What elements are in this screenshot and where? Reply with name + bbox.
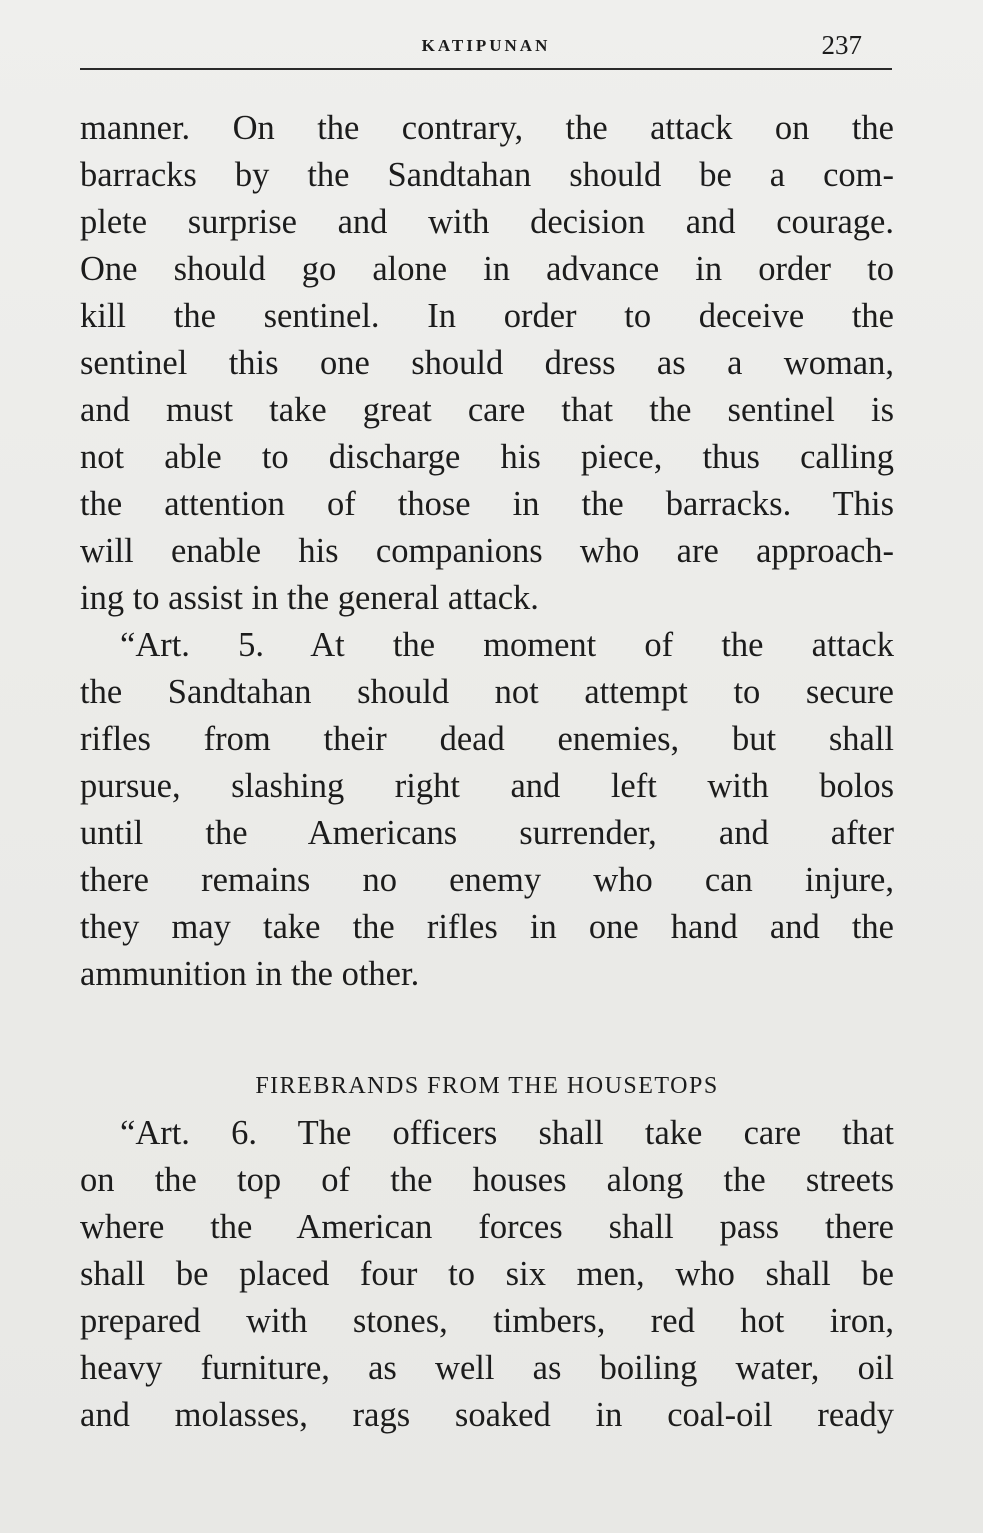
page-header (80, 28, 892, 72)
text-line: “Art. 5. At the moment of the attack (120, 626, 894, 664)
text-line: barracks by the Sandtahan should be a com- (80, 156, 894, 194)
text-line: prepared with stones, timbers, red hot iron, (80, 1302, 894, 1340)
text-line: rifles from their dead enemies, but shall (80, 720, 894, 758)
text-line: where the American forces shall pass there (80, 1208, 894, 1246)
text-line: pursue, slashing right and left with bolos (80, 767, 894, 805)
text-line: will enable his companions who are approach- (80, 532, 894, 570)
text-line: there remains no enemy who can injure, (80, 861, 894, 899)
text-line: ing to assist in the general attack. (80, 579, 539, 617)
text-line: heavy furniture, as well as boiling water, oil (80, 1349, 894, 1387)
text-line: ammunition in the other. (80, 955, 420, 993)
paragraph-3 (80, 1110, 894, 1439)
text-line: until the Americans surrender, and after (80, 814, 894, 852)
text-line: on the top of the houses along the streets (80, 1161, 894, 1199)
section-heading: FIREBRANDS FROM THE HOUSETOPS (255, 1073, 719, 1099)
header-rule (80, 68, 892, 70)
text-line: “Art. 6. The officers shall take care that (120, 1114, 894, 1152)
text-line: and must take great care that the sentinel is (80, 391, 894, 429)
body-text (80, 105, 894, 1439)
text-line: the Sandtahan should not attempt to secure (80, 673, 894, 711)
running-title: KATIPUNAN (421, 36, 551, 55)
text-line: kill the sentinel. In order to deceive the (80, 297, 894, 335)
paragraph-2 (80, 622, 894, 998)
text-line: shall be placed four to six men, who shall be (80, 1255, 894, 1293)
text-line: the attention of those in the barracks. This (80, 485, 894, 523)
text-line: manner. On the contrary, the attack on the (80, 109, 894, 147)
text-line: One should go alone in advance in order to (80, 250, 894, 288)
page-number: 237 (821, 30, 862, 60)
text-line: they may take the rifles in one hand and the (80, 908, 894, 946)
text-line: plete surprise and with decision and courage. (80, 203, 894, 241)
text-line: and molasses, rags soaked in coal-oil ready (80, 1396, 894, 1434)
text-line: not able to discharge his piece, thus calling (80, 438, 894, 476)
text-line: sentinel this one should dress as a woman, (80, 344, 894, 382)
paragraph-1 (80, 105, 894, 622)
